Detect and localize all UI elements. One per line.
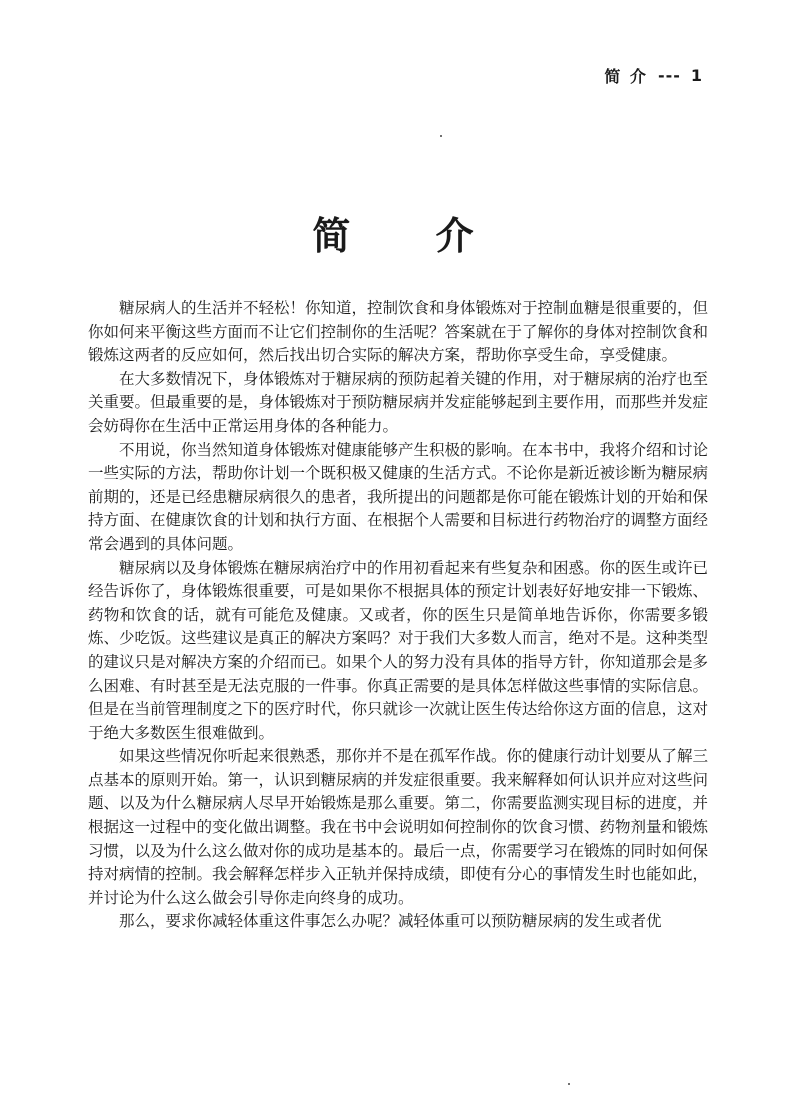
paragraph: 糖尿病人的生活并不轻松！你知道，控制饮食和身体锻炼对于控制血糖是很重要的，但你如何来平衡这些方面而不让它们控制你的生活呢？答案就在于了解你的身体对控制饮食和锻炼这两者的反应如何，然后找出切合实际的解决方案，帮助你享受生命，享受健康。 — [88, 299, 709, 365]
paragraph: 在大多数情况下，身体锻炼对于糖尿病的预防起着关键的作用，对于糖尿病的治疗也至关重要。但最重要的是，身体锻炼对于预防糖尿病并发症能够起到主要作用，而那些并发症会妨碍你在生活中正常运用身体的各种能力。 — [88, 369, 709, 435]
paragraph: 那么，要求你减轻体重这件事怎么办呢？减轻体重可以预防糖尿病的发生或者优 — [119, 912, 662, 931]
paragraph: 不用说，你当然知道身体锻炼对健康能够产生积极的影响。在本书中，我将介绍和讨论一些实际的方法，帮助你计划一个既积极又健康的生活方式。不论你是新近被诊断为糖尿病前期的，还是已经患糖尿病很久的患者，我所提出的问题都是你可能在锻炼计划的开始和保持方面、在健康饮食的计划和执行方面、在根据个人需要和目标进行药物治疗的调整方面经常会遇到的具体问题。 — [88, 440, 709, 553]
paragraph: 如果这些情况你听起来很熟悉，那你并不是在孤军作战。你的健康行动计划要从了解三点基本的原则开始。第一，认识到糖尿病的并发症很重要。我来解释如何认识并应对这些问题、以及为什么糖尿病人尽早开始锻炼是那么重要。第二，你需要监测实现目标的进度，并根据这一过程中的变化做出调整。我在书中会说明如何控制你的饮食习惯、药物剂量和锻炼习惯，以及为什么这么做对你的成功是基本的。最后一点，你需要学习在锻炼的同时如何保持对病情的控制。我会解释怎样步入正轨并保持成绩，即使有分心的事情发生时也能如此，并讨论为什么这么做会引导你走向终身的成功。 — [88, 747, 709, 907]
scan-speck — [440, 135, 442, 137]
running-header-dashes: --- — [657, 66, 681, 85]
body-text — [88, 297, 708, 934]
chapter-title: 简 介 — [312, 214, 510, 259]
scan-speck — [568, 1083, 570, 1085]
running-header-section: 简 介 — [604, 67, 648, 86]
paragraph: 糖尿病以及身体锻炼在糖尿病治疗中的作用初看起来有些复杂和困惑。你的医生或许已经告诉你了，身体锻炼很重要，可是如果你不根据具体的预定计划表好好地安排一下锻炼、药物和饮食的话，就有可能危及健康。又或者，你的医生只是简单地告诉你，你需要多锻炼、少吃饭。这些建议是真正的解决方案吗？对于我们大多数人而言，绝对不是。这种类型的建议只是对解决方案的介绍而已。如果个人的努力没有具体的指导方针，你知道那会是多么困难、有时甚至是无法克服的一件事。你真正需要的是具体怎样做这些事情的实际信息。但是在当前管理制度之下的医疗时代，你只就诊一次就让医生传达给你这方面的信息，这对于绝大多数医生很难做到。 — [88, 558, 709, 742]
page-number: 1 — [690, 66, 704, 85]
running-header — [604, 64, 704, 87]
